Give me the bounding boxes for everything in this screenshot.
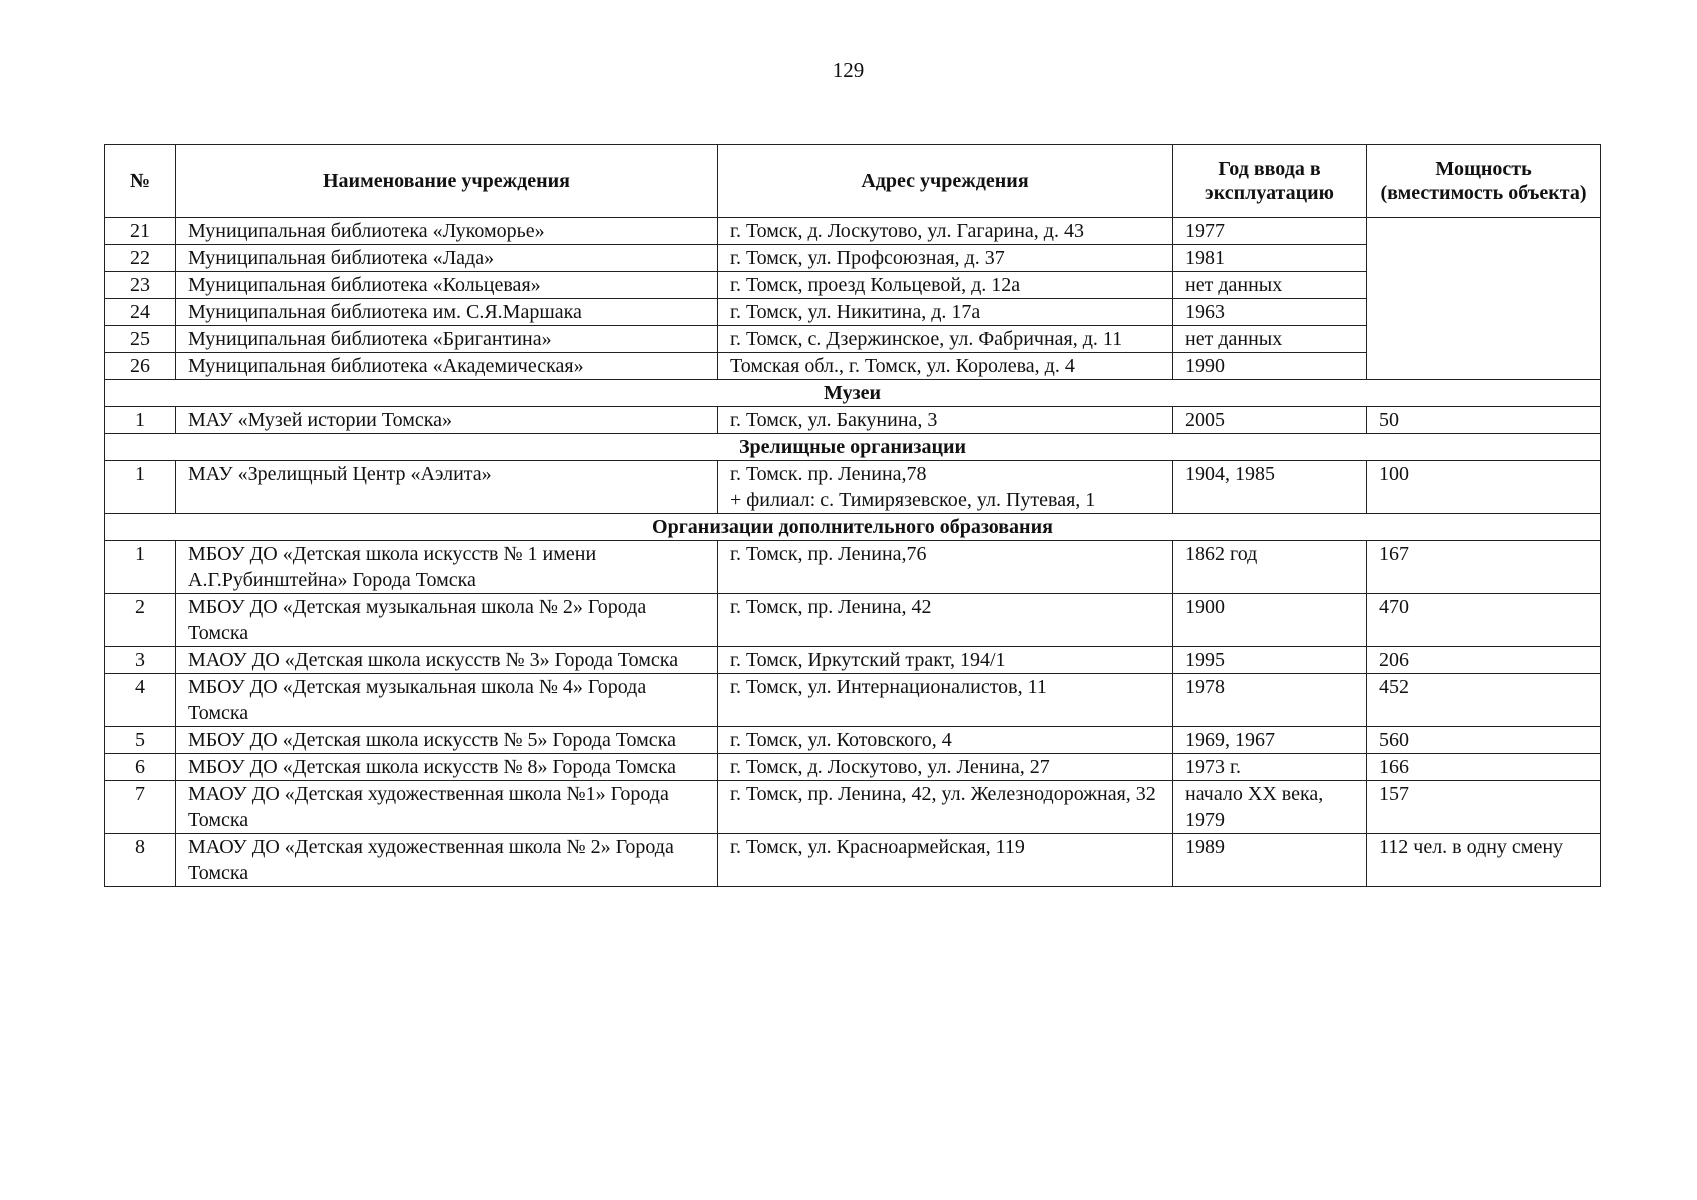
row-year: нет данных [1173,272,1367,299]
row-name: Муниципальная библиотека «Бригантина» [176,326,718,353]
section-title-museums: Музеи [105,380,1601,407]
row-year: 1995 [1173,647,1367,674]
header-address: Адрес учреждения [718,145,1173,218]
row-capacity: 166 [1367,754,1601,781]
row-capacity: 157 [1367,781,1601,834]
row-num: 7 [105,781,176,834]
row-name: Муниципальная библиотека им. С.Я.Маршака [176,299,718,326]
row-address-line: г. Томск. пр. Ленина,78 [730,463,927,485]
row-address-line: + филиал: с. Тимирязевское, ул. Путевая, 1 [730,489,1096,511]
row-address [718,461,1173,514]
row-num: 8 [105,834,176,887]
table-row [105,647,1601,674]
table-row [105,218,1601,245]
row-year: 1862 год [1173,541,1367,594]
row-address: г. Томск, Иркутский тракт, 194/1 [718,647,1173,674]
row-year: 1904, 1985 [1173,461,1367,514]
header-capacity: Мощность (вместимость объекта) [1367,145,1601,218]
table-row [105,461,1601,514]
table-row [105,407,1601,434]
row-num: 5 [105,727,176,754]
row-num: 1 [105,541,176,594]
section-row [105,434,1601,461]
row-address: Томская обл., г. Томск, ул. Королева, д. 4 [718,353,1173,380]
table-row [105,541,1601,594]
header-num: № [105,145,176,218]
row-year: 1900 [1173,594,1367,647]
row-year: 1978 [1173,674,1367,727]
row-name: МАУ «Зрелищный Центр «Аэлита» [176,461,718,514]
table-row [105,754,1601,781]
row-num: 24 [105,299,176,326]
row-capacity: 112 чел. в одну смену [1367,834,1601,887]
row-address: г. Томск, ул. Никитина, д. 17а [718,299,1173,326]
section-title-entertainment: Зрелищные организации [105,434,1601,461]
row-capacity: 452 [1367,674,1601,727]
row-year: 1973 г. [1173,754,1367,781]
row-name: МАОУ ДО «Детская школа искусств № 3» Города Томска [176,647,718,674]
section-row [105,514,1601,541]
row-address: г. Томск, ул. Интернационалистов, 11 [718,674,1173,727]
table-row [105,834,1601,887]
row-name: Муниципальная библиотека «Академическая» [176,353,718,380]
row-num: 22 [105,245,176,272]
table-row [105,781,1601,834]
row-capacity: 206 [1367,647,1601,674]
row-address: г. Томск, проезд Кольцевой, д. 12а [718,272,1173,299]
row-name: Муниципальная библиотека «Лукоморье» [176,218,718,245]
institutions-table [104,144,1601,887]
row-capacity: 560 [1367,727,1601,754]
row-address: г. Томск, пр. Ленина, 42 [718,594,1173,647]
row-capacity: 100 [1367,461,1601,514]
section-title-education: Организации дополнительного образования [105,514,1601,541]
row-capacity-empty [1367,218,1601,380]
row-num: 21 [105,218,176,245]
row-num: 4 [105,674,176,727]
row-name: МБОУ ДО «Детская музыкальная школа № 4» Города Томска [176,674,718,727]
row-name: МАУ «Музей истории Томска» [176,407,718,434]
section-row [105,380,1601,407]
row-year: начало XX века, 1979 [1173,781,1367,834]
table-row [105,594,1601,647]
row-year: 2005 [1173,407,1367,434]
row-address: г. Томск, ул. Бакунина, 3 [718,407,1173,434]
row-num: 6 [105,754,176,781]
row-name: МАОУ ДО «Детская художественная школа № 2» Города Томска [176,834,718,887]
row-address: г. Томск, пр. Ленина, 42, ул. Железнодорожная, 32 [718,781,1173,834]
row-year: нет данных [1173,326,1367,353]
row-address: г. Томск, д. Лоскутово, ул. Гагарина, д. 43 [718,218,1173,245]
row-capacity: 470 [1367,594,1601,647]
header-name: Наименование учреждения [176,145,718,218]
row-year: 1990 [1173,353,1367,380]
row-num: 25 [105,326,176,353]
row-name: МАОУ ДО «Детская художественная школа №1» Города Томска [176,781,718,834]
row-num: 3 [105,647,176,674]
page-number: 129 [832,58,865,82]
row-address: г. Томск, ул. Котовского, 4 [718,727,1173,754]
row-address: г. Томск, ул. Профсоюзная, д. 37 [718,245,1173,272]
row-name: Муниципальная библиотека «Лада» [176,245,718,272]
row-name: МБОУ ДО «Детская школа искусств № 1 имени А.Г.Рубинштейна» Города Томска [176,541,718,594]
row-num: 26 [105,353,176,380]
row-year: 1963 [1173,299,1367,326]
table-row [105,674,1601,727]
row-name: МБОУ ДО «Детская школа искусств № 5» Города Томска [176,727,718,754]
row-name: Муниципальная библиотека «Кольцевая» [176,272,718,299]
row-num: 1 [105,407,176,434]
row-address: г. Томск, с. Дзержинское, ул. Фабричная, д. 11 [718,326,1173,353]
row-name: МБОУ ДО «Детская музыкальная школа № 2» Города Томска [176,594,718,647]
row-year: 1981 [1173,245,1367,272]
row-capacity: 167 [1367,541,1601,594]
row-capacity: 50 [1367,407,1601,434]
row-year: 1989 [1173,834,1367,887]
header-year: Год ввода в эксплуатацию [1173,145,1367,218]
row-num: 23 [105,272,176,299]
table-row [105,727,1601,754]
row-name: МБОУ ДО «Детская школа искусств № 8» Города Томска [176,754,718,781]
row-year: 1977 [1173,218,1367,245]
row-address: г. Томск, пр. Ленина,76 [718,541,1173,594]
row-num: 1 [105,461,176,514]
table-header-row [105,145,1601,218]
row-address: г. Томск, д. Лоскутово, ул. Ленина, 27 [718,754,1173,781]
row-year: 1969, 1967 [1173,727,1367,754]
row-address: г. Томск, ул. Красноармейская, 119 [718,834,1173,887]
row-num: 2 [105,594,176,647]
